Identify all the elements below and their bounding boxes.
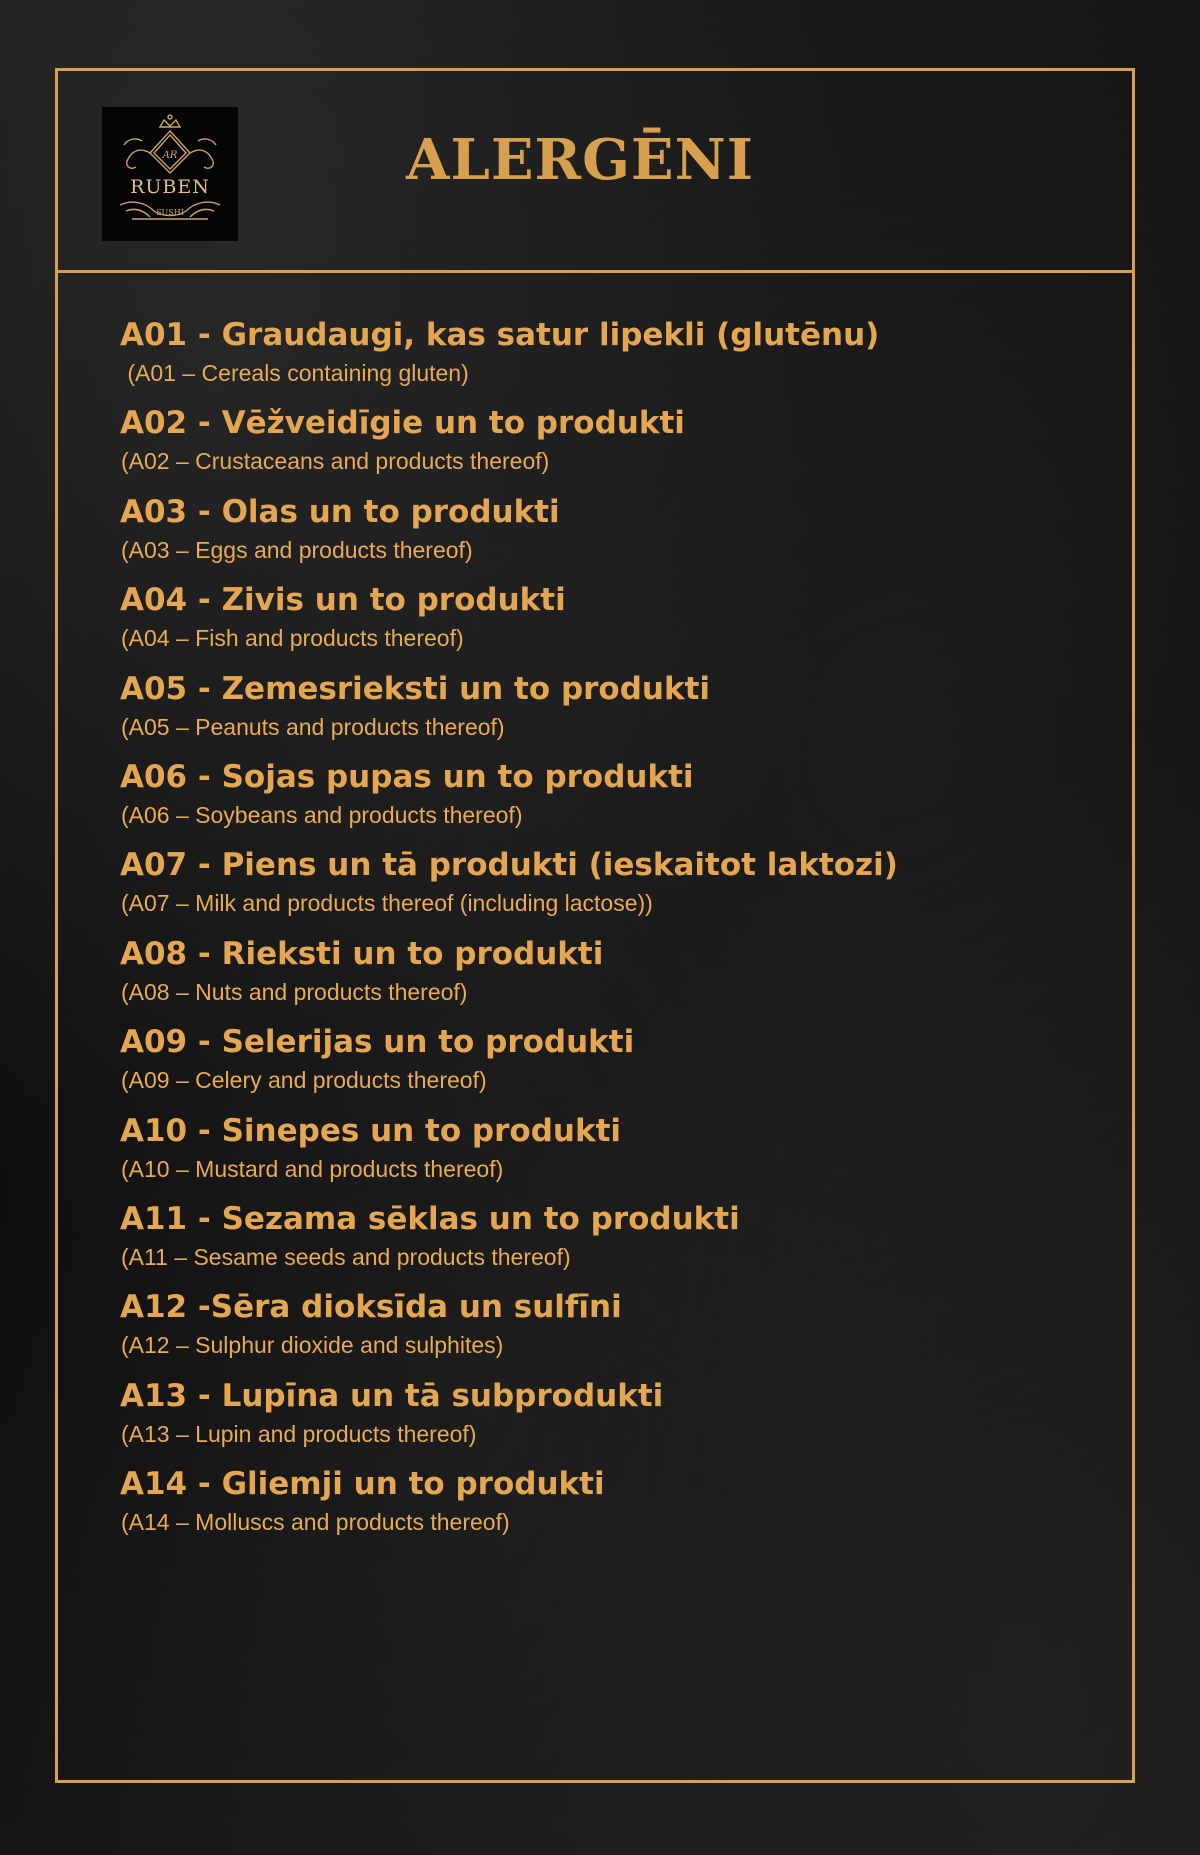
- allergen-item: [120, 845, 1092, 933]
- allergen-item: [120, 669, 1092, 757]
- allergen-item: [120, 757, 1092, 845]
- allergen-translation: (A05 – Peanuts and products thereof): [121, 713, 505, 740]
- allergen-title: A05 - Zemesrieksti un to produkti: [120, 670, 711, 707]
- allergen-translation: (A09 – Celery and products thereof): [121, 1067, 487, 1094]
- allergen-translation: (A10 – Mustard and products thereof): [121, 1155, 504, 1182]
- allergen-item: [120, 1199, 1092, 1287]
- logo-brand-name: RUBEN: [130, 176, 210, 198]
- header: [58, 71, 1132, 273]
- allergen-title: A13 - Lupīna un tā subprodukti: [120, 1377, 664, 1414]
- allergen-item: [120, 1111, 1092, 1199]
- allergen-translation: (A12 – Sulphur dioxide and sulphites): [121, 1332, 504, 1359]
- logo-monogram: AR: [162, 150, 178, 161]
- allergen-title: A12 -Sēra dioksīda un sulfīni: [120, 1289, 622, 1326]
- allergen-item: [120, 1464, 1092, 1552]
- allergen-item: [120, 1287, 1092, 1375]
- allergen-title: A04 - Zivis un to produkti: [120, 582, 566, 619]
- allergen-translation: (A13 – Lupin and products thereof): [121, 1420, 477, 1447]
- allergen-translation: (A02 – Crustaceans and products thereof): [121, 448, 550, 475]
- allergen-item: [120, 1376, 1092, 1464]
- allergen-title: A08 - Rieksti un to produkti: [120, 935, 604, 972]
- logo-brand-subname: SUSHI: [156, 208, 184, 217]
- allergen-title: A10 - Sinepes un to produkti: [120, 1112, 622, 1149]
- allergen-item: [120, 492, 1092, 580]
- allergen-item: [120, 403, 1092, 491]
- allergen-item: [120, 580, 1092, 668]
- allergen-title: A06 - Sojas pupas un to produkti: [120, 758, 694, 795]
- allergen-translation: (A01 – Cereals containing gluten): [121, 360, 469, 386]
- allergen-translation: (A14 – Molluscs and products thereof): [121, 1509, 510, 1536]
- allergen-title: A03 - Olas un to produkti: [120, 493, 560, 530]
- allergen-title: A07 - Piens un tā produkti (ieskaitot laktozi): [120, 847, 898, 884]
- page-title: ALERGĒNI: [406, 127, 754, 193]
- allergen-translation: (A06 – Soybeans and products thereof): [121, 801, 523, 828]
- allergen-item: [120, 934, 1092, 1022]
- allergen-item: [120, 1022, 1092, 1110]
- allergen-translation: (A07 – Milk and products thereof (including lactose)): [121, 890, 653, 917]
- allergen-title: A01 - Graudaugi, kas satur lipekli (glutēnu): [120, 317, 880, 353]
- allergen-title: A09 - Selerijas un to produkti: [120, 1024, 635, 1061]
- allergen-item: [120, 315, 1092, 403]
- allergen-list: [120, 315, 1092, 1552]
- page-frame: [55, 68, 1135, 1783]
- allergen-translation: (A08 – Nuts and products thereof): [121, 978, 468, 1005]
- allergen-title: A02 - Vēžveidīgie un to produkti: [120, 405, 685, 442]
- allergen-title: A11 - Sezama sēklas un to produkti: [120, 1200, 740, 1237]
- allergen-translation: (A04 – Fish and products thereof): [121, 625, 464, 652]
- allergen-translation: (A03 – Eggs and products thereof): [121, 536, 473, 563]
- allergen-translation: (A11 – Sesame seeds and products thereof): [121, 1243, 571, 1270]
- allergen-title: A14 - Gliemji un to produkti: [120, 1466, 605, 1503]
